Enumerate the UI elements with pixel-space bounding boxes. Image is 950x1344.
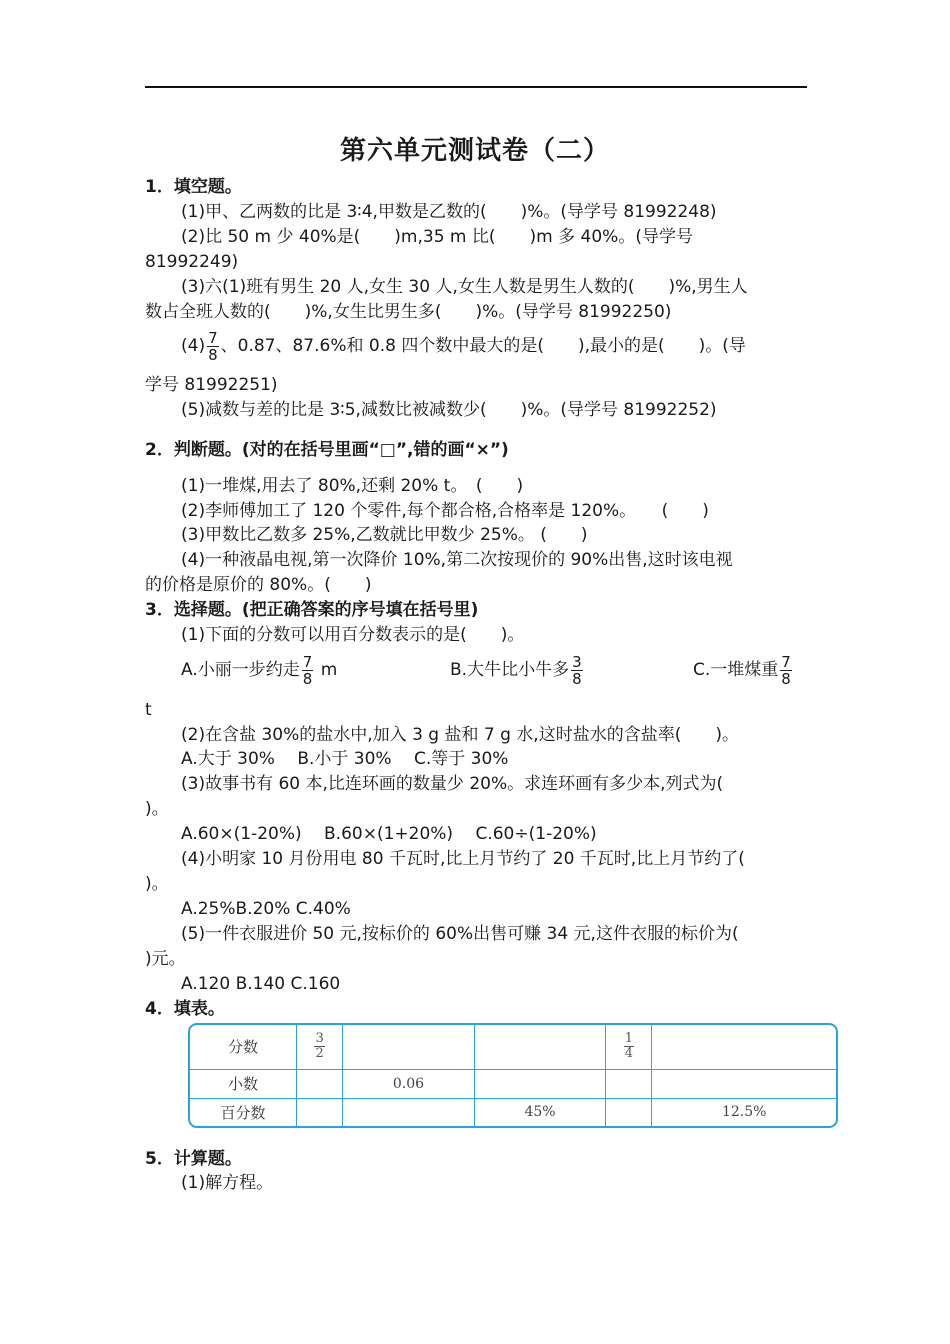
s1-q1: (1)甲、乙两数的比是 3∶4,甲数是乙数的( )%。(导学号 81992248) <box>181 202 717 222</box>
s1-q3-line2: 数占全班人数的( )%,女生比男生多( )%。(导学号 81992250) <box>145 302 672 322</box>
s3-q4-options: A.25%B.20% C.40% <box>181 899 351 919</box>
page-title: 第六单元测试卷（二） <box>339 136 610 166</box>
table-cell[interactable] <box>343 1025 475 1069</box>
s3-q5-line2: )元。 <box>145 949 186 969</box>
s3-q2-options: A.大于 30% B.小于 30% C.等于 30% <box>181 749 509 769</box>
s3-q1: (1)下面的分数可以用百分数表示的是( )。 <box>181 625 525 645</box>
fraction-denominator: 8 <box>572 669 582 688</box>
s5-q1: (1)解方程。 <box>181 1173 274 1193</box>
fraction-numerator: 1 <box>624 1031 633 1047</box>
section-3-heading: 3．选择题。(把正确答案的序号填在括号里) <box>145 600 479 620</box>
table-row-fraction <box>190 1025 836 1069</box>
table-cell: 45% <box>474 1098 605 1126</box>
s3-q1-option-c <box>693 650 794 690</box>
table-cell <box>606 1025 652 1069</box>
s3-q3-line1: (3)故事书有 60 本,比连环画的数量少 20%。求连环画有多少本,列式为( <box>181 774 724 794</box>
s3-q1-option-b <box>450 650 585 690</box>
s2-q3: (3)甲数比乙数多 25%,乙数就比甲数少 25%。 ( ) <box>181 525 588 545</box>
s1-q2-line2: 81992249) <box>145 252 239 272</box>
table-cell[interactable] <box>343 1098 475 1126</box>
section-4-heading: 4．填表。 <box>145 999 225 1019</box>
table-cell[interactable] <box>297 1069 343 1098</box>
fraction-numerator: 3 <box>315 1031 324 1047</box>
fraction-seven-eighths <box>207 330 219 363</box>
s3-q5-line1: (5)一件衣服进价 50 元,按标价的 60%出售可赚 34 元,这件衣服的标价为( <box>181 924 739 944</box>
table-row-percent <box>190 1098 836 1126</box>
fraction-three-eighths <box>571 654 583 687</box>
s1-q4-line1 <box>181 326 746 366</box>
s2-q1: (1)一堆煤,用去了 80%,还剩 20% t。 ( ) <box>181 476 524 496</box>
table-cell <box>297 1025 343 1069</box>
s3-q4-line2: )。 <box>145 874 169 894</box>
s3-q1-option-a <box>181 650 337 690</box>
s3-q5-options: A.120 B.140 C.160 <box>181 974 341 994</box>
option-a-unit: m <box>320 660 338 680</box>
s2-q4-line1: (4)一种液晶电视,第一次降价 10%,第二次按现价的 90%出售,这时该电视 <box>181 550 733 570</box>
s3-q3-options: A.60×(1-20%) B.60×(1+20%) C.60÷(1-20%) <box>181 824 597 844</box>
s2-q4-line2: 的价格是原价的 80%。( ) <box>145 575 372 595</box>
fraction-three-halves <box>314 1032 324 1061</box>
table-cell[interactable] <box>606 1069 652 1098</box>
row-label: 小数 <box>190 1069 297 1098</box>
table-cell[interactable] <box>652 1069 836 1098</box>
s3-q4-line1: (4)小明家 10 月份用电 80 千瓦时,比上月节约了 20 千瓦时,比上月节约了( <box>181 849 745 869</box>
fraction-one-quarter <box>624 1032 634 1061</box>
table-cell[interactable] <box>297 1098 343 1126</box>
fraction-numerator: 7 <box>208 328 218 347</box>
fraction-numerator: 7 <box>781 652 791 671</box>
row-label: 百分数 <box>190 1098 297 1126</box>
row-label: 分数 <box>190 1025 297 1069</box>
table-cell[interactable] <box>474 1025 605 1069</box>
table-cell: 0.06 <box>343 1069 475 1098</box>
conversion-table-grid <box>190 1025 836 1126</box>
s1-q5: (5)减数与差的比是 3∶5,减数比被减数少( )%。(导学号 81992252) <box>181 400 717 420</box>
section-2-heading: 2．判断题。(对的在括号里画“□”,错的画“×”) <box>145 440 509 460</box>
s3-q2: (2)在含盐 30%的盐水中,加入 3 g 盐和 7 g 水,这时盐水的含盐率( )。 <box>181 725 739 745</box>
fraction-denominator: 8 <box>781 669 791 688</box>
fraction-denominator: 8 <box>302 669 313 688</box>
section-5-heading: 5．计算题。 <box>145 1149 242 1169</box>
table-cell[interactable] <box>606 1098 652 1126</box>
fraction-numerator: 3 <box>572 652 582 671</box>
fraction-seven-eighths <box>780 654 792 687</box>
header-rule <box>145 86 807 88</box>
fraction-numerator: 7 <box>302 652 313 671</box>
s1-q3-line1: (3)六(1)班有男生 20 人,女生 30 人,女生人数是男生人数的( )%,男生人 <box>181 277 748 297</box>
conversion-table <box>188 1023 838 1128</box>
s3-q3-line2: )。 <box>145 799 169 819</box>
s1-q4-text: 、0.87、87.6%和 0.8 四个数中最大的是( ),最小的是( )。(导 <box>220 336 746 356</box>
option-c-text: C.一堆煤重 <box>693 660 779 680</box>
fraction-denominator: 2 <box>315 1046 324 1062</box>
s3-q1-tail: t <box>145 700 152 720</box>
s2-q2: (2)李师傅加工了 120 个零件,每个都合格,合格率是 120%。 ( ) <box>181 501 709 521</box>
table-cell[interactable] <box>474 1069 605 1098</box>
s1-q4-prefix: (4) <box>181 336 206 356</box>
fraction-seven-eighths <box>302 654 314 687</box>
table-cell[interactable] <box>652 1025 836 1069</box>
s1-q2-line1: (2)比 50 m 少 40%是( )m,35 m 比( )m 多 40%。(导学号 <box>181 227 693 247</box>
fraction-denominator: 8 <box>208 345 218 364</box>
table-cell: 12.5% <box>652 1098 836 1126</box>
section-1-heading: 1．填空题。 <box>145 177 242 197</box>
option-b-text: B.大牛比小牛多 <box>450 660 570 680</box>
option-a-text: A.小丽一步约走 <box>181 660 300 680</box>
fraction-denominator: 4 <box>624 1046 633 1062</box>
s1-q4-line2: 学号 81992251) <box>145 375 278 395</box>
table-row-decimal <box>190 1069 836 1098</box>
